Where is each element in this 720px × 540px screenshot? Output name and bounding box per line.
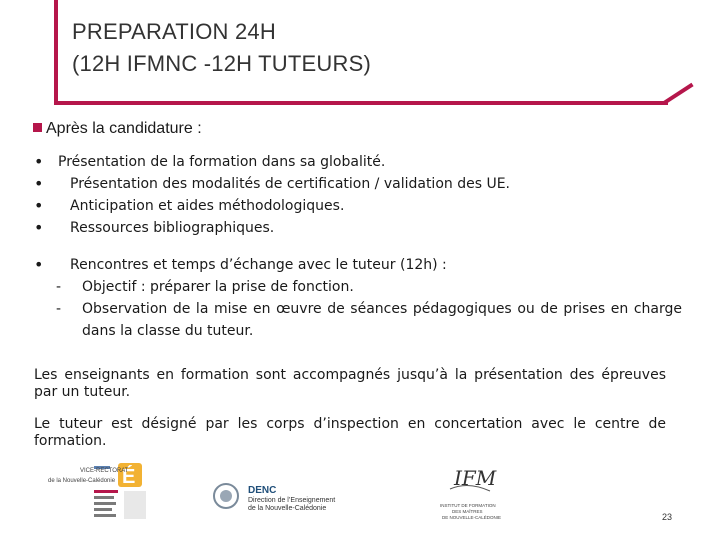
ifm-mark: IFM	[454, 466, 497, 490]
sub-list-item-text: Observation de la mise en œuvre de séances pédagogiques ou de prises en charge dans la classe du tuteur.	[82, 301, 682, 339]
list-item	[34, 173, 684, 195]
section-heading-text: Après la candidature :	[46, 120, 202, 137]
paragraph-tutor-assignment: Le tuteur est désigné par les corps d’inspection en concertation avec le centre de formation.	[34, 416, 666, 449]
bullet-dot-icon: •	[34, 174, 44, 193]
section-heading	[33, 120, 202, 138]
list-item-text: Ressources bibliographiques.	[70, 220, 275, 236]
bullet-list	[34, 151, 684, 342]
footer-logos	[0, 455, 720, 535]
list-item	[34, 195, 684, 217]
ifm-line-3: DE NOUVELLE-CALÉDONIE	[442, 515, 502, 520]
slide-title	[72, 16, 371, 80]
vice-rectorat-line-1: VICE-RECTORAT	[80, 468, 129, 474]
square-bullet-icon	[33, 123, 42, 132]
sub-list-item	[34, 276, 684, 298]
vice-rectorat-logo	[46, 458, 150, 524]
list-item-text: Présentation des modalités de certification / validation des UE.	[70, 176, 511, 192]
title-line-1: PREPARATION 24H	[72, 19, 276, 44]
sub-list-item-text: Objectif : préparer la prise de fonction.	[82, 279, 354, 295]
paragraph-tutoring: Les enseignants en formation sont accompagnés jusqu’à la présentation des épreuves par un tuteur.	[34, 367, 666, 400]
ifm-logo	[438, 461, 508, 523]
page-number: 23	[661, 512, 672, 522]
list-item	[34, 151, 684, 173]
denc-short: DENC	[248, 485, 277, 496]
denc-line-2: de la Nouvelle-Calédonie	[248, 505, 327, 512]
list-item	[34, 217, 684, 239]
list-item-text: Présentation de la formation dans sa globalité.	[58, 154, 386, 170]
bullet-dot-icon: •	[34, 255, 44, 274]
dash-marker: -	[56, 301, 62, 317]
denc-line-1: Direction de l’Enseignement	[248, 497, 336, 504]
bullet-dot-icon: •	[34, 218, 44, 237]
list-item-text: Anticipation et aides méthodologiques.	[70, 198, 345, 214]
list-item	[34, 254, 684, 276]
title-line-2: (12H IFMNC -12H TUTEURS)	[72, 51, 371, 76]
bullet-dot-icon: •	[34, 152, 44, 171]
svg-text:É: É	[122, 466, 136, 488]
dash-marker: -	[56, 279, 62, 295]
ifm-line-2: DES MAÎTRES	[452, 509, 483, 514]
ifm-line-1: INSTITUT DE FORMATION	[440, 503, 496, 508]
list-item-text: Rencontres et temps d’échange avec le tuteur (12h) :	[70, 257, 447, 273]
vice-rectorat-line-2: de la Nouvelle-Calédonie	[48, 478, 116, 484]
sub-list-item	[34, 298, 684, 342]
bullet-dot-icon: •	[34, 196, 44, 215]
denc-logo	[212, 479, 372, 513]
